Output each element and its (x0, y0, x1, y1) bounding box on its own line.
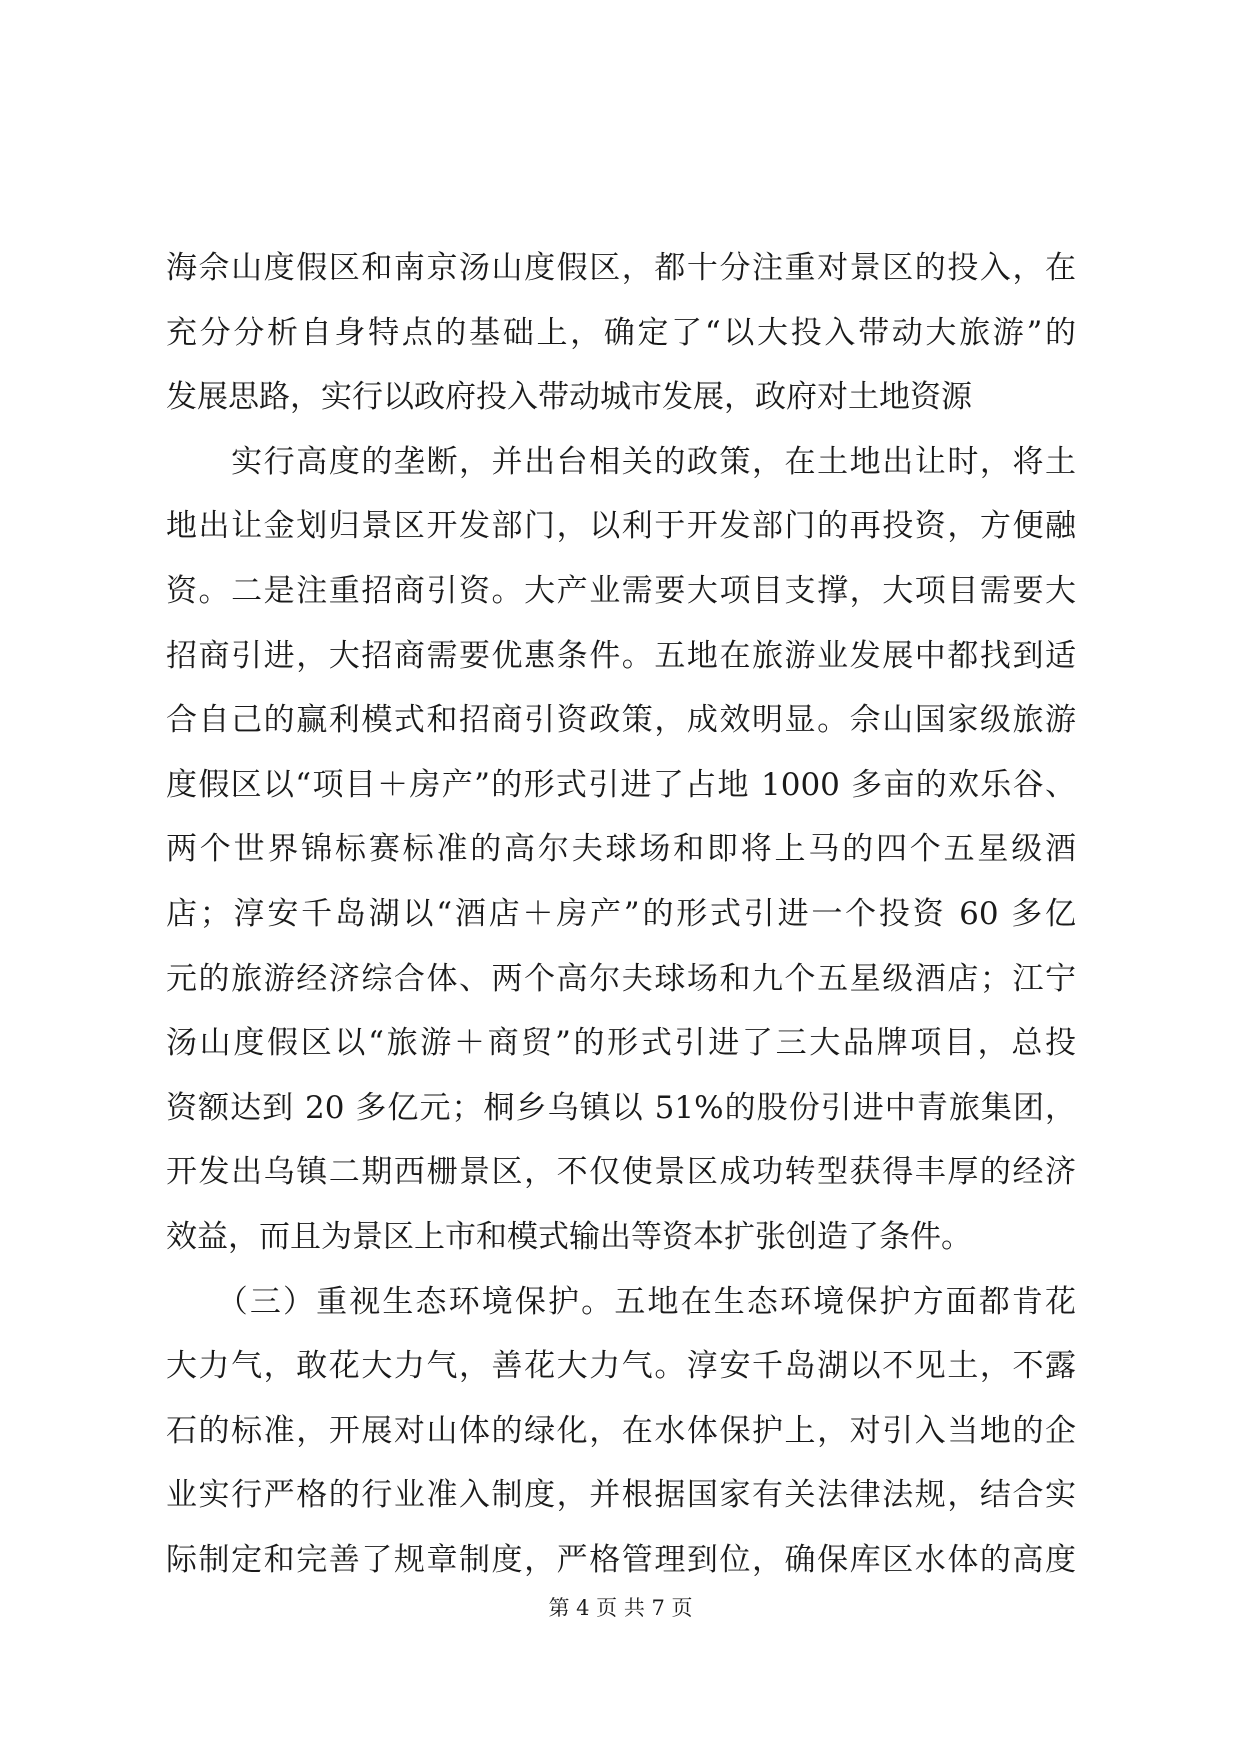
text-line: 地出让金划归景区开发部门，以利于开发部门的再投资，方便融 (166, 508, 1076, 545)
text-line: 店；淳安千岛湖以“酒店＋房产”的形式引进一个投资 60 多亿 (166, 895, 1076, 932)
text-line: 资额达到 20 多亿元；桐乡乌镇以 51%的股份引进中青旅集团， (166, 1089, 1076, 1126)
text-line: 实行高度的垄断，并出台相关的政策，在土地出让时，将土 (166, 443, 1076, 480)
text-line: 充分分析自身特点的基础上，确定了“以大投入带动大旅游”的 (166, 314, 1076, 351)
page-number-footer: 第 4 页 共 7 页 (548, 1596, 693, 1620)
text-line: 石的标准，开展对山体的绿化，在水体保护上，对引入当地的企 (166, 1412, 1076, 1449)
text-line: 发展思路，实行以政府投入带动城市发展，政府对土地资源 (166, 379, 972, 416)
text-line: 两个世界锦标赛标准的高尔夫球场和即将上马的四个五星级酒 (166, 831, 1076, 868)
text-line: 际制定和完善了规章制度，严格管理到位，确保库区水体的高度 (166, 1541, 1076, 1578)
body-text (166, 236, 1076, 1592)
text-line: 大力气，敢花大力气，善花大力气。淳安千岛湖以不见土，不露 (166, 1348, 1076, 1385)
text-line: 业实行严格的行业准入制度，并根据国家有关法律法规，结合实 (166, 1477, 1076, 1514)
text-line: 效益，而且为景区上市和模式输出等资本扩张创造了条件。 (166, 1218, 972, 1255)
text-line: 元的旅游经济综合体、两个高尔夫球场和九个五星级酒店；江宁 (166, 960, 1076, 997)
text-line: 度假区以“项目＋房产”的形式引进了占地 1000 多亩的欢乐谷、 (166, 766, 1076, 803)
text-line: 资。二是注重招商引资。大产业需要大项目支撑，大项目需要大 (166, 572, 1076, 609)
text-line: （三）重视生态环境保护。五地在生态环境保护方面都肯花 (166, 1283, 1076, 1320)
text-line: 开发出乌镇二期西栅景区，不仅使景区成功转型获得丰厚的经济 (166, 1154, 1076, 1191)
text-line: 汤山度假区以“旅游＋商贸”的形式引进了三大品牌项目，总投 (166, 1025, 1076, 1062)
text-line: 合自己的赢利模式和招商引资政策，成效明显。佘山国家级旅游 (166, 702, 1076, 739)
text-line: 招商引进，大招商需要优惠条件。五地在旅游业发展中都找到适 (166, 637, 1076, 674)
text-line: 海佘山度假区和南京汤山度假区，都十分注重对景区的投入，在 (166, 250, 1076, 286)
